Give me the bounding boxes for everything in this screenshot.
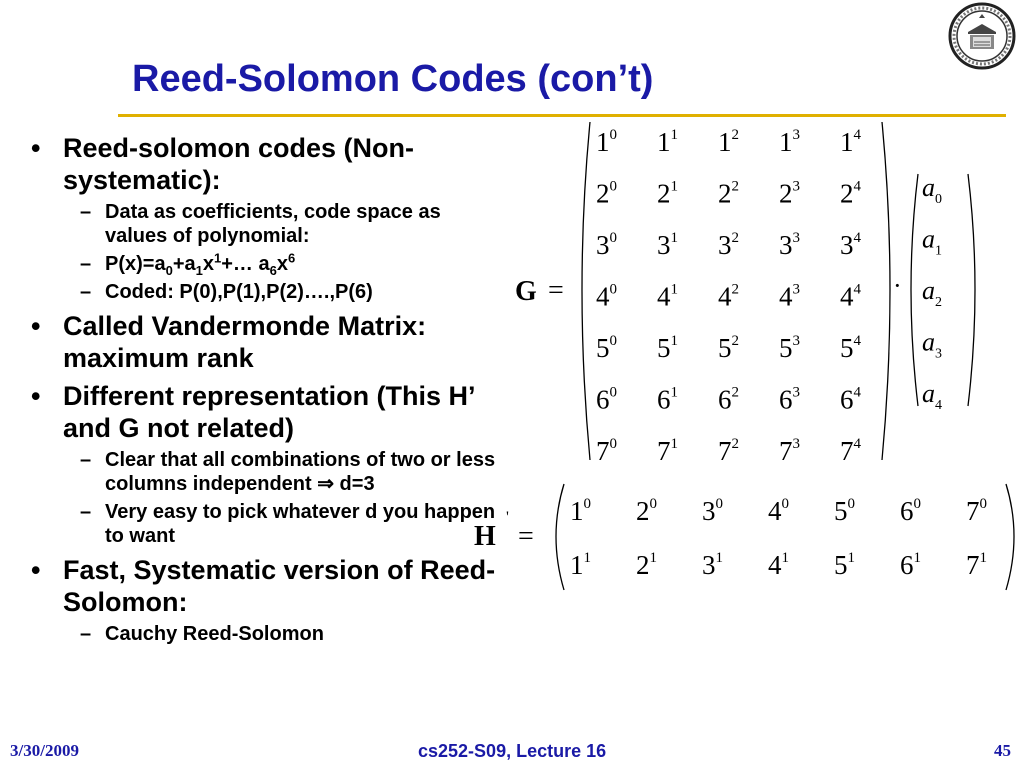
matrix-entry: $6^0$ (900, 496, 921, 526)
bullet-item (28, 380, 508, 444)
matrix-entry: $6^2$ (718, 384, 739, 415)
sub-bullet-text: Very easy to pick whatever d you happen to want (105, 501, 496, 547)
matrix-entry: $5^1$ (834, 550, 855, 580)
matrix-entry: $1^1$ (570, 550, 591, 580)
sub-bullet-text: Clear that all combinations of two or less columns independent ⇒ d=3 (105, 449, 496, 495)
bullet-marker: • (31, 311, 41, 341)
sub-bullet-item (28, 448, 508, 496)
matrix-entry: $5^4$ (840, 333, 861, 363)
vector-entry: $a_1$ (922, 224, 942, 259)
matrix-entry: $4^0$ (596, 281, 617, 312)
sub-bullet-item (28, 622, 508, 646)
matrix-entry: $7^0$ (966, 496, 987, 526)
dash-marker: – (80, 449, 92, 471)
sub-bullet-item (28, 500, 508, 548)
matrix-g-label: G (515, 276, 537, 307)
left-paren (556, 484, 564, 590)
matrix-entry: $2^2$ (718, 178, 739, 209)
matrix-entry: $2^0$ (636, 496, 657, 526)
matrix-entry: $6^1$ (657, 384, 678, 415)
matrix-entry: $1^0$ (596, 127, 617, 157)
sub-bullet-item (28, 280, 508, 304)
matrix-entry: $4^2$ (718, 281, 739, 312)
matrix-entry: $7^0$ (596, 436, 617, 466)
bullet-list (28, 126, 508, 646)
matrix-entry: $4^3$ (779, 281, 800, 312)
matrix-entry: $7^1$ (966, 550, 987, 580)
dash-marker: – (80, 201, 92, 223)
matrix-entry: $5^0$ (596, 333, 617, 363)
generator-matrix-equation (510, 116, 1010, 466)
slide-title: Reed-Solomon Codes (con’t) (132, 58, 654, 100)
vector-left-paren (911, 174, 918, 406)
bullet-marker: • (31, 555, 41, 585)
matrix-entry: $6^4$ (840, 384, 861, 415)
bullet-marker: • (31, 381, 41, 411)
matrix-h-entries (570, 496, 987, 580)
coefficient-vector (922, 173, 942, 413)
matrix-entry: $4^1$ (657, 281, 678, 312)
bullet-text: Reed-solomon codes (Non-systematic): (63, 133, 415, 195)
vector-entry: $a_3$ (922, 327, 942, 362)
left-paren (582, 122, 590, 460)
equals-sign: = (548, 275, 564, 306)
matrix-entry: $6^0$ (596, 384, 617, 415)
matrix-entry: $4^4$ (840, 281, 861, 312)
matrix-entry: $3^1$ (702, 550, 723, 580)
matrix-entry: $5^0$ (834, 496, 855, 526)
matrix-entry: $7^2$ (718, 436, 739, 466)
matrix-h-label: H (474, 521, 496, 552)
matrix-entry: $2^4$ (840, 178, 861, 209)
equals-sign: = (518, 521, 534, 552)
matrix-entry: $1^0$ (570, 496, 591, 526)
matrix-entry: $6^1$ (900, 550, 921, 580)
vector-entry: $a_0$ (922, 173, 942, 207)
footer-course: cs252-S09, Lecture 16 (418, 741, 607, 761)
sub-bullet-text: Data as coefficients, code space as values of polynomial: (105, 201, 441, 247)
bullet-text: Fast, Systematic version of Reed-Solomon: (63, 555, 496, 617)
matrix-entry: $6^3$ (779, 384, 800, 415)
matrix-entry: $1^3$ (779, 127, 800, 157)
sub-bullet-item (28, 252, 508, 276)
matrix-entry: $1^1$ (657, 127, 678, 157)
matrix-entry: $7^4$ (840, 436, 861, 466)
footer-date: 3/30/2009 (10, 741, 79, 760)
bullet-item (28, 554, 508, 618)
matrix-entry: $2^1$ (636, 550, 657, 580)
matrix-entry: $4^0$ (768, 496, 789, 526)
parity-check-matrix-equation (470, 478, 1020, 598)
sub-bullet-item (28, 200, 508, 248)
bullet-marker: • (31, 133, 41, 163)
matrix-entry: $3^0$ (596, 230, 617, 260)
bullet-text: Called Vandermonde Matrix: maximum rank (63, 311, 427, 373)
matrix-entry: $2^1$ (657, 178, 678, 209)
matrix-entry: $5^1$ (657, 333, 678, 363)
matrix-entry: $3^4$ (840, 230, 861, 260)
university-seal-icon (946, 2, 1018, 70)
matrix-entry: $1^2$ (718, 127, 739, 157)
vector-entry: $a_4$ (922, 379, 942, 413)
matrix-entry: $7^1$ (657, 436, 678, 466)
matrix-entry: $3^2$ (718, 230, 739, 260)
vector-right-paren (968, 174, 975, 406)
matrix-entry: $3^1$ (657, 230, 678, 260)
matrix-g-entries (596, 127, 862, 466)
dash-marker: – (80, 281, 92, 303)
dash-marker: – (80, 623, 92, 645)
bullet-item (28, 132, 508, 196)
bullet-item (28, 310, 508, 374)
dash-marker: – (80, 253, 92, 275)
matrix-entry: $3^0$ (702, 496, 723, 526)
matrix-entry: $3^3$ (779, 230, 800, 260)
matrix-entry: $1^4$ (840, 127, 861, 157)
right-paren (1006, 484, 1014, 590)
right-paren (882, 122, 890, 460)
matrix-entry: $4^1$ (768, 550, 789, 580)
prime-mark: ' (506, 509, 509, 526)
matrix-entry: $2^3$ (779, 178, 800, 209)
sub-bullet-text: Cauchy Reed-Solomon (105, 623, 324, 645)
vector-entry: $a_2$ (922, 276, 942, 310)
matrix-entry: $5^3$ (779, 333, 800, 363)
bullet-text: Different representation (This H’ and G not related) (63, 381, 475, 443)
sub-bullet-text: Coded: P(0),P(1),P(2)….,P(6) (105, 281, 373, 303)
matrix-entry: $7^3$ (779, 436, 800, 466)
polynomial-formula: $P(x)=a_0+a_1x^1+\dots$ $a_6x^6$ (105, 250, 296, 278)
dash-marker: – (80, 501, 92, 523)
page-number: 45 (994, 741, 1011, 760)
matrix-entry: $2^0$ (596, 178, 617, 209)
dot-operator: · (893, 271, 902, 300)
matrix-entry: $5^2$ (718, 333, 739, 363)
